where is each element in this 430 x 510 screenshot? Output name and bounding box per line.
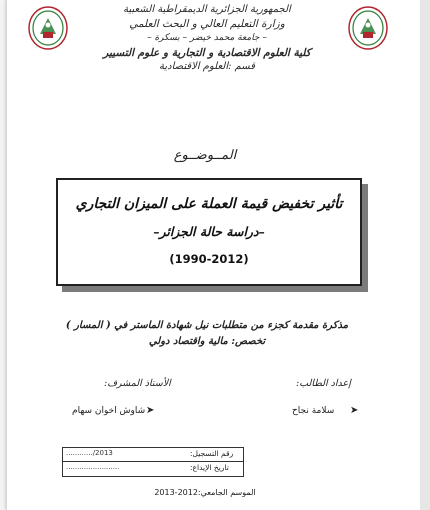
registration-divider [63,461,243,462]
academic-year: الموسم الجامعي:2012-2013 [154,488,256,497]
viewer-margin [420,0,430,510]
deposit-date-value: ........................ [66,463,120,471]
university-emblem-icon [346,6,390,50]
header-department: قسم :العلوم الاقتصادية [159,61,255,72]
registration-number-label: رقم التسجيل: [190,449,234,458]
header-faculty: كلية العلوم الاقتصادية و التجارية و علوم التسيير [103,47,311,59]
student-name: سلامة نجاح [292,406,335,416]
student-label: إعداد الطالب: [296,378,351,389]
header-republic: الجمهورية الجزائرية الديمقراطية الشعبية [123,4,291,15]
supervisor-name: شاوش اخوان سهام [72,406,146,416]
memo-specialty: تخصص: مالية واقتصاد دولي [148,336,266,347]
title-box [56,178,362,286]
thesis-title: تأثير تخفيض قيمة العملة على الميزان التجاري [75,196,343,212]
header-university: – جامعة محمد خيضر – بسكرة – [147,33,267,43]
memo-description: مذكرة مقدمة كجزء من متطلبات نيل شهادة الماستر في ( المسار ) [65,320,349,331]
header-ministry: وزارة التعليم العالي و البحث العلمي [129,18,285,30]
thesis-case-study: –دراسة حالة الجزائر– [153,224,265,239]
supervisor-label: الأستاذ المشرف: [104,378,171,389]
arrow-bullet-icon: ➤ [146,405,155,416]
registration-number-value: ............/2013 [66,449,113,457]
university-emblem-icon [26,6,70,50]
subject-label: المــوضــوع [173,148,237,163]
thesis-period: (1990-2012) [169,252,249,266]
deposit-date-label: تاريخ الإيداع: [190,463,229,472]
arrow-bullet-icon: ➤ [350,405,359,416]
